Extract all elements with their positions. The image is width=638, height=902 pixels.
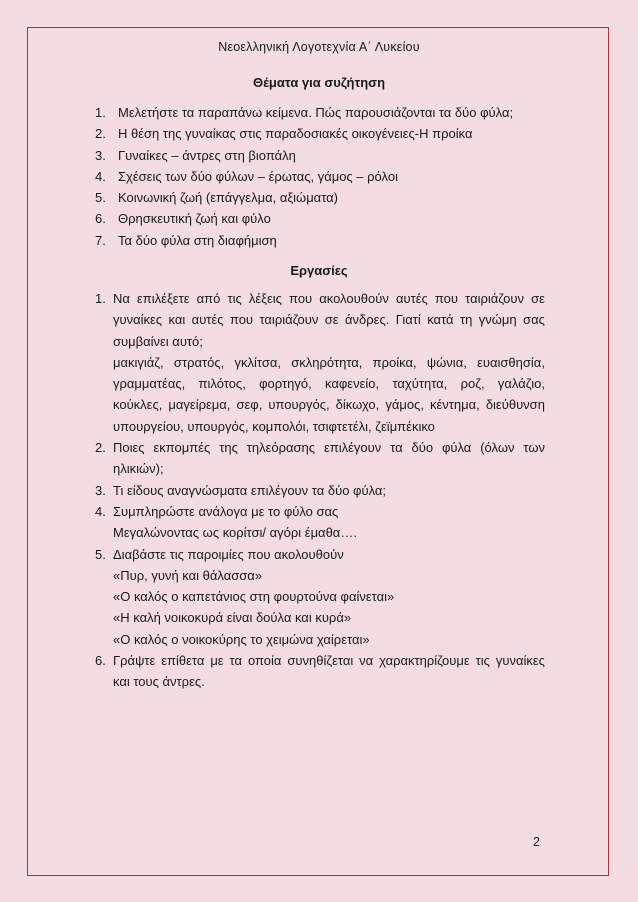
item-number: 3. xyxy=(95,482,106,498)
task-line: Διαβάστε τις παροιμίες που ακολουθούν xyxy=(113,546,344,562)
item-number: 5. xyxy=(95,190,106,206)
discussion-item xyxy=(95,145,575,166)
item-text: Γυναίκες – άντρες στη βιοπάλη xyxy=(118,147,296,163)
task-body xyxy=(113,544,545,650)
item-number: 5. xyxy=(95,546,106,562)
task-line: ηλικιών); xyxy=(113,461,164,477)
item-text: Η θέση της γυναίκας στις παραδοσιακές οικογένειες-Η προίκα xyxy=(118,126,473,142)
task-line: συμβαίνει αυτό; xyxy=(113,333,203,349)
discussion-item xyxy=(95,230,575,251)
task-line: μακιγιάζ, στρατός, γκλίτσα, σκληρότητα, προίκα, ψώνια, ευαισθησία, xyxy=(113,354,545,370)
task-body xyxy=(113,288,545,437)
running-header: Νεοελληνική Λογοτεχνία Α΄ Λυκείου xyxy=(218,40,420,54)
item-text: Κοινωνική ζωή (επάγγελμα, αξιώματα) xyxy=(118,190,338,206)
task-item xyxy=(95,544,545,650)
item-number: 4. xyxy=(95,168,106,184)
task-line: Να επιλέξετε από τις λέξεις που ακολουθούν αυτές που ταιριάζουν σε xyxy=(113,291,545,306)
task-line: «Η καλή νοικοκυρά είναι δούλα και κυρά» xyxy=(113,610,352,626)
discussion-item xyxy=(95,187,575,208)
task-line: και τους άντρες. xyxy=(113,674,205,690)
item-text: Μελετήστε τα παραπάνω κείμενα. Πώς παρουσιάζονται τα δύο φύλα; xyxy=(118,105,514,120)
task-body xyxy=(113,501,545,544)
item-text: Θρησκευτική ζωή και φύλο xyxy=(118,211,271,227)
task-item xyxy=(95,288,545,437)
task-line: Τι είδους αναγνώσματα επιλέγουν τα δύο φύλα; xyxy=(113,482,387,498)
discussion-item xyxy=(95,208,575,229)
task-line: γραμματέας, πιλότος, φορτηγό, καφενείο, ταχύτητα, ροζ, γαλάζιο, xyxy=(113,376,545,392)
task-item xyxy=(95,650,545,693)
task-line: γυναίκες και αυτές που ταιριάζουν σε άνδρες. Γιατί κατά τη γνώμη σας xyxy=(113,312,545,328)
discussion-item xyxy=(95,123,575,144)
item-text: Σχέσεις των δύο φύλων – έρωτας, γάμος – ρόλοι xyxy=(118,168,398,184)
page-number: 2 xyxy=(533,835,540,849)
item-number: 4. xyxy=(95,503,106,519)
tasks-list xyxy=(95,288,545,693)
task-body xyxy=(113,480,545,501)
item-number: 6. xyxy=(95,653,106,669)
task-item xyxy=(95,501,545,544)
task-item xyxy=(95,480,545,501)
item-number: 6. xyxy=(95,211,106,227)
discussion-item xyxy=(95,102,575,123)
item-number: 2. xyxy=(95,440,106,456)
task-line: Ποιες εκπομπές της τηλεόρασης επιλέγουν τα δύο φύλα (όλων των xyxy=(113,440,545,456)
item-number: 2. xyxy=(95,126,106,142)
task-line: υπουργείου, υπουργός, κομπολόι, τσιφτετέλι, ζεϊμπέκικο xyxy=(113,418,435,434)
tasks-title: Εργασίες xyxy=(290,263,348,278)
task-body xyxy=(113,650,545,693)
item-number: 3. xyxy=(95,147,106,163)
task-line: «Πυρ, γυνή και θάλασσα» xyxy=(113,567,263,583)
task-line: Γράψτε επίθετα με τα οποία συνηθίζεται να χαρακτηρίζουμε τις γυναίκες xyxy=(113,653,545,669)
task-line: κούκλες, μαγείρεμα, σεφ, υπουργός, δίκωχο, γάμος, κέντημα, διεύθυνση xyxy=(113,397,545,413)
task-line: Μεγαλώνοντας ως κορίτσι/ αγόρι έμαθα…. xyxy=(113,525,357,541)
task-line: «Ο καλός ο καπετάνιος στη φουρτούνα φαίνεται» xyxy=(113,589,395,605)
task-line: Συμπληρώστε ανάλογα με το φύλο σας xyxy=(113,503,339,519)
item-text: Τα δύο φύλα στη διαφήμιση xyxy=(118,232,277,248)
item-number: 1. xyxy=(95,105,106,120)
task-body xyxy=(113,437,545,480)
discussion-list xyxy=(95,102,575,251)
discussion-item xyxy=(95,166,575,187)
discussion-title: Θέματα για συζήτηση xyxy=(252,75,386,90)
task-item xyxy=(95,437,545,480)
task-line: «Ο καλός ο νοικοκύρης το χειμώνα χαίρεται» xyxy=(113,631,370,647)
item-number: 7. xyxy=(95,232,106,248)
item-number: 1. xyxy=(95,291,106,306)
